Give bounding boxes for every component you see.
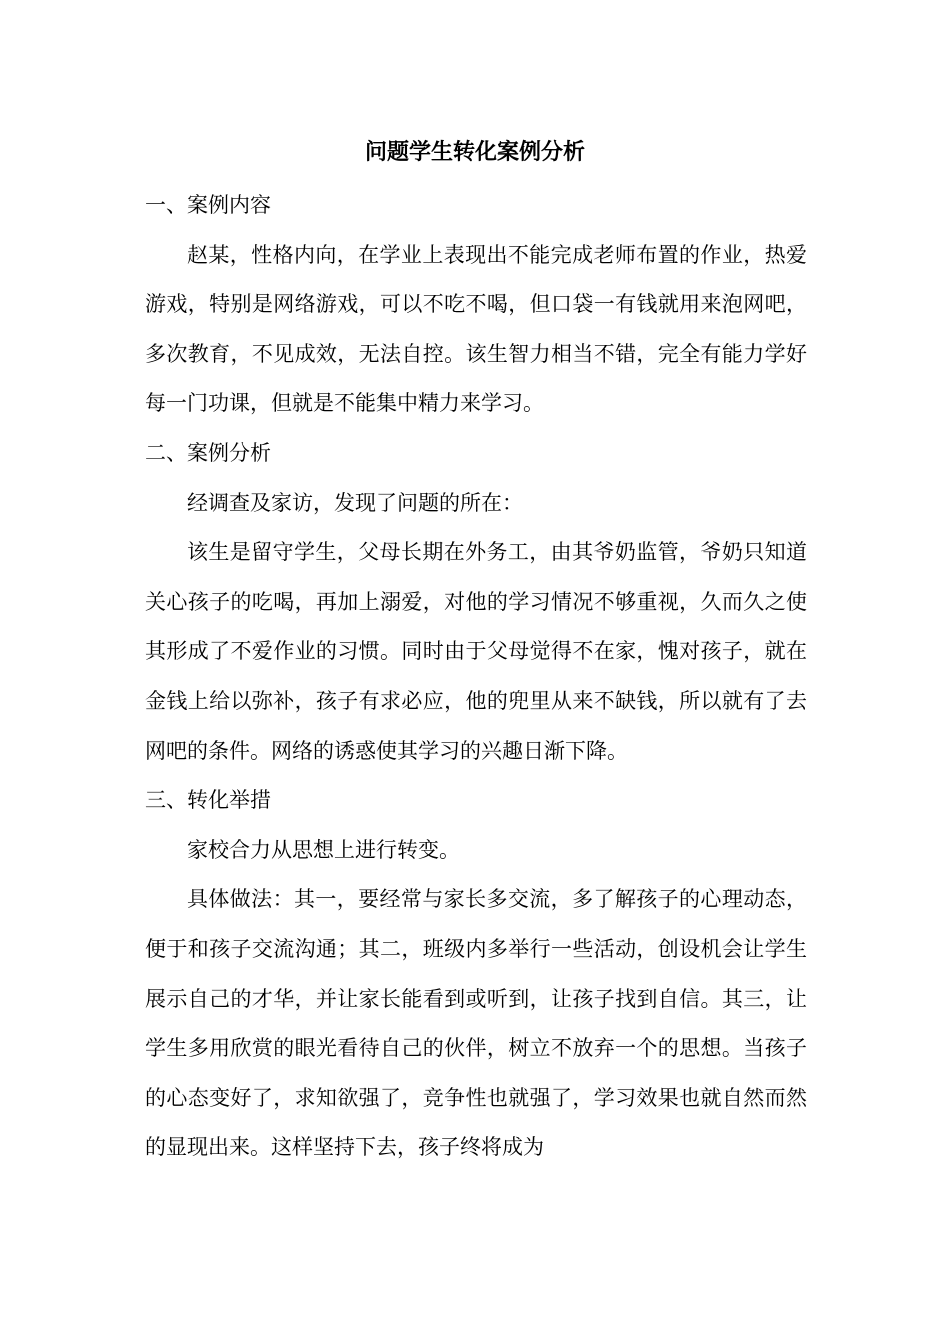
paragraph: 经调查及家访，发现了问题的所在：	[187, 490, 523, 515]
paragraph: 家校合力从思想上进行转变。	[187, 837, 460, 862]
paragraph: 具体做法：其一，要经常与家长多交流，多了解孩子的心理动态，便于和孩子交流沟通；其二，班级内多举行一些活动，创设机会让学生展示自己的才华，并让家长能看到或听到，让孩子找到自信。其三，让学生多用欣赏的眼光看待自己的伙伴，树立不放弃一个的思想。当孩子的心态变好了，求知欲强了，竞争性也就强了，学习效果也就自然而然的显现出来。这样坚持下去，孩子终将成为	[145, 887, 807, 1160]
document-body	[145, 181, 807, 1173]
section-case-analysis	[145, 429, 807, 776]
paragraph: 赵某，性格内向，在学业上表现出不能完成老师布置的作业，热爱游戏，特别是网络游戏，可以不吃不喝，但口袋一有钱就用来泡网吧，多次教育，不见成效，无法自控。该生智力相当不错，完全有能力学好每一门功课，但就是不能集中精力来学习。	[145, 242, 807, 416]
section-heading: 二、案例分析	[145, 440, 271, 465]
paragraph: 该生是留守学生，父母长期在外务工，由其爷奶监管，爷奶只知道关心孩子的吃喝，再加上溺爱，对他的学习情况不够重视，久而久之使其形成了不爱作业的习惯。同时由于父母觉得不在家，愧对孩子，就在金钱上给以弥补，孩子有求必应，他的兜里从来不缺钱，所以就有了去网吧的条件。网络的诱惑使其学习的兴趣日渐下降。	[145, 540, 807, 763]
section-heading: 一、案例内容	[145, 193, 271, 217]
section-case-content	[145, 181, 807, 429]
document-title: 问题学生转化案例分析	[364, 139, 585, 165]
section-heading: 三、转化举措	[145, 788, 271, 813]
section-transformation-measures	[145, 776, 807, 1173]
